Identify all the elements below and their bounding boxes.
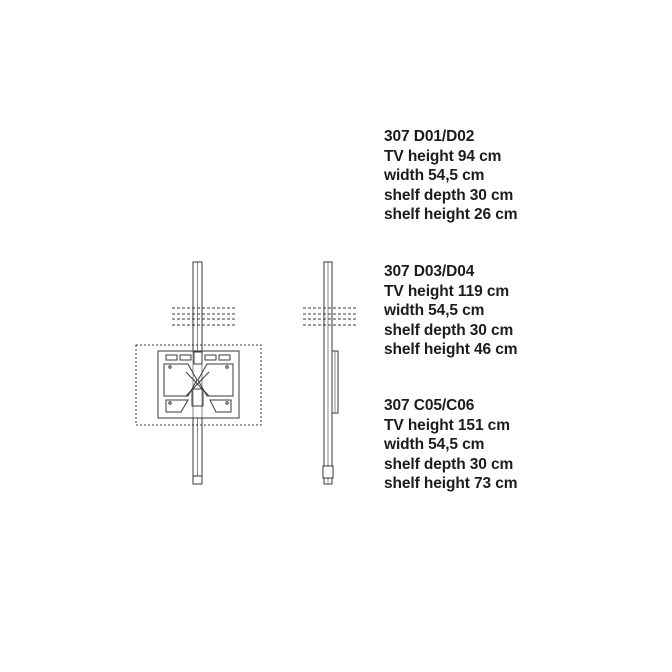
spec-width: width 54,5 cm — [384, 167, 485, 184]
side-view — [303, 262, 356, 484]
spec-model: 307 D01/D02 — [384, 128, 475, 145]
spec-block-c05-c06 — [384, 396, 517, 494]
spec-width: width 54,5 cm — [384, 302, 485, 319]
spec-shelf-height: shelf height 73 cm — [384, 475, 518, 492]
spec-shelf-height: shelf height 26 cm — [384, 206, 518, 223]
spec-shelf-height: shelf height 46 cm — [384, 341, 518, 358]
spec-model: 307 C05/C06 — [384, 397, 475, 414]
spec-width: width 54,5 cm — [384, 436, 485, 453]
side-tv-bracket — [332, 351, 338, 413]
spec-shelf-depth: shelf depth 30 cm — [384, 186, 514, 204]
spec-tv-height: TV height 151 cm — [384, 416, 510, 434]
front-view — [136, 262, 261, 484]
spec-block-d03-d04 — [384, 262, 517, 360]
spec-tv-height: TV height 119 cm — [384, 282, 510, 300]
spec-block-d01-d02 — [384, 127, 517, 225]
spec-tv-height: TV height 94 cm — [384, 147, 502, 165]
spec-shelf-depth: shelf depth 30 cm — [384, 455, 514, 473]
spec-shelf-depth: shelf depth 30 cm — [384, 321, 514, 339]
front-shelf-dashed-lines — [172, 308, 236, 325]
spec-model: 307 D03/D04 — [384, 263, 475, 280]
mounting-plate — [158, 351, 239, 418]
